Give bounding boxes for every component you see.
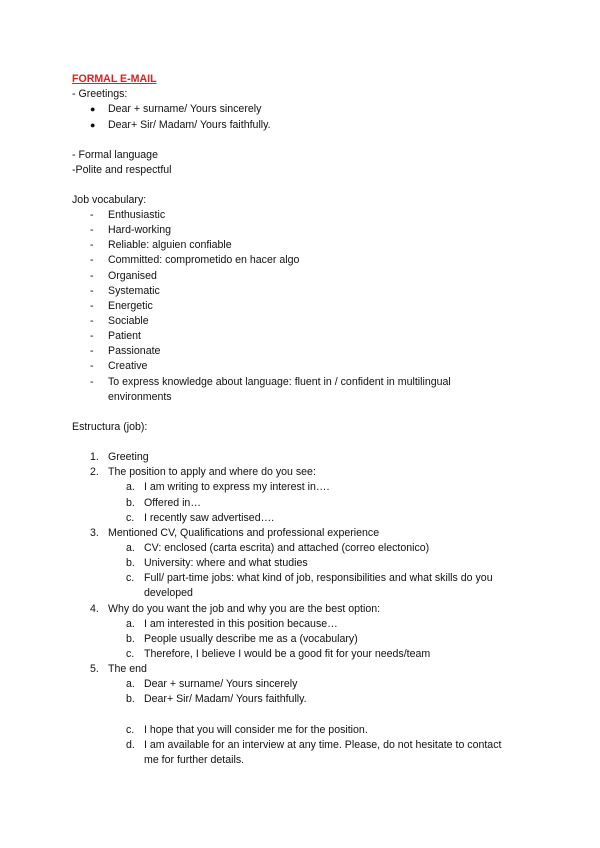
vocab-item: Passionate (108, 345, 161, 357)
sub-item: Full/ part-time jobs: what kind of job, responsibilities and what skills do you (144, 572, 493, 584)
list-number: 5. (90, 663, 99, 675)
dash-marker: - (90, 224, 94, 236)
structure-item: The position to apply and where do you see: (108, 466, 316, 478)
structure-item: The end (108, 663, 147, 675)
greeting-bullet: Dear+ Sir/ Madam/ Yours faithfully. (108, 119, 271, 131)
document-title: FORMAL E-MAIL (72, 73, 157, 85)
structure-item: Greeting (108, 451, 149, 463)
sub-item: University: where and what studies (144, 557, 308, 569)
sub-letter: a. (126, 618, 135, 630)
sub-letter: b. (126, 693, 135, 705)
dash-marker: - (90, 330, 94, 342)
dash-marker: - (90, 300, 94, 312)
structure-item: Mentioned CV, Qualifications and professional experience (108, 527, 380, 539)
sub-item: Therefore, I believe I would be a good fit for your needs/team (144, 648, 431, 660)
sub-letter: c. (126, 572, 135, 584)
list-number: 1. (90, 451, 99, 463)
vocab-item: Sociable (108, 315, 149, 327)
dash-marker: - (90, 315, 94, 327)
structure-item: Why do you want the job and why you are the best option: (108, 603, 381, 615)
list-number: 3. (90, 527, 99, 539)
list-number: 4. (90, 603, 99, 615)
sub-item: I hope that you will consider me for the position. (144, 724, 368, 736)
sub-letter: b. (126, 557, 135, 569)
job-vocabulary-heading: Job vocabulary: (72, 194, 147, 206)
vocab-item: Systematic (108, 285, 160, 297)
sub-letter: b. (126, 497, 135, 509)
list-number: 2. (90, 466, 99, 478)
sub-letter: b. (126, 633, 135, 645)
sub-item: People usually describe me as a (vocabulary) (144, 633, 358, 645)
vocab-item: Committed: comprometido en hacer algo (108, 254, 300, 266)
sub-item: Dear+ Sir/ Madam/ Yours faithfully. (144, 693, 307, 705)
vocab-item-continuation: environments (108, 391, 172, 403)
sub-letter: c. (126, 512, 135, 524)
dash-marker: - (90, 285, 94, 297)
polite-line: -Polite and respectful (72, 164, 172, 176)
sub-letter: c. (126, 724, 135, 736)
vocab-item: Organised (108, 270, 157, 282)
vocab-item: Energetic (108, 300, 153, 312)
dash-marker: - (90, 360, 94, 372)
bullet-dot-icon: ● (90, 104, 96, 114)
sub-item-continuation: me for further details. (144, 754, 245, 766)
sub-letter: a. (126, 542, 135, 554)
vocab-item: Creative (108, 360, 148, 372)
greetings-heading: - Greetings: (72, 88, 128, 100)
vocab-item: Reliable: alguien confiable (108, 239, 232, 251)
sub-item: I am available for an interview at any time. Please, do not hesitate to contact (144, 739, 502, 751)
sub-letter: c. (126, 648, 135, 660)
sub-item: I am interested in this position because… (144, 618, 338, 630)
sub-item: I recently saw advertised…. (144, 512, 275, 524)
dash-marker: - (90, 345, 94, 357)
vocab-item: Patient (108, 330, 141, 342)
bullet-dot-icon: ● (90, 120, 96, 130)
sub-letter: a. (126, 678, 135, 690)
sub-item: I am writing to express my interest in…. (144, 481, 330, 493)
dash-marker: - (90, 209, 94, 221)
dash-marker: - (90, 239, 94, 251)
vocab-item: To express knowledge about language: fluent in / confident in multilingual (108, 376, 451, 388)
dash-marker: - (90, 376, 94, 388)
sub-letter: a. (126, 481, 135, 493)
formal-language-line: - Formal language (72, 149, 158, 161)
sub-item: CV: enclosed (carta escrita) and attached (correo electonico) (144, 542, 430, 554)
structure-heading: Estructura (job): (72, 421, 148, 433)
vocab-item: Hard-working (108, 224, 171, 236)
greeting-bullet: Dear + surname/ Yours sincerely (108, 103, 262, 115)
sub-item-continuation: developed (144, 587, 193, 599)
sub-item: Offered in… (144, 497, 201, 509)
sub-letter: d. (126, 739, 135, 751)
vocab-item: Enthusiastic (108, 209, 166, 221)
sub-item: Dear + surname/ Yours sincerely (144, 678, 298, 690)
dash-marker: - (90, 254, 94, 266)
dash-marker: - (90, 270, 94, 282)
